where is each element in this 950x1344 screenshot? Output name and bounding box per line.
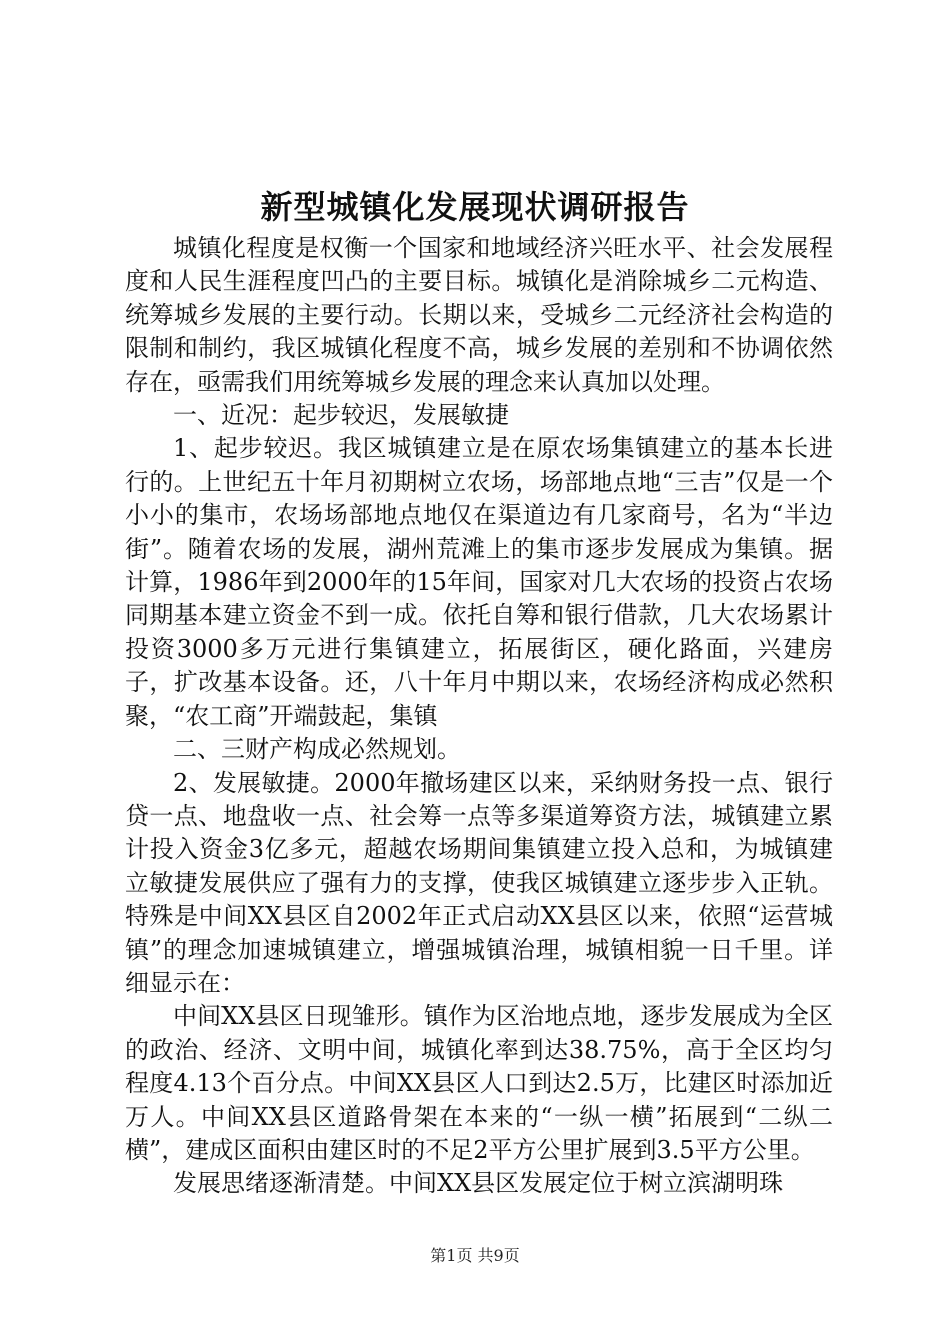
section-heading-2: 二、三财产构成必然规划。 [173, 735, 461, 764]
page-number-footer: 第1页 共9页 [430, 1246, 520, 1265]
section-heading-1: 一、近况：起步较迟，发展敏捷 [173, 401, 509, 430]
paragraph-rapid-development: 2、发展敏捷。2000年撤场建区以来，采纳财务投一点、银行贷一点、地盘收一点、社会筹一点等多渠道筹资方法，城镇建立累计投入资金3亿多元，超越农场期间集镇建立投入总和，为城镇建立敏捷发展供应了强有力的支撑，使我区城镇建立逐步步入正轨。特殊是中间XX县区自2002年正式启动XX县区以来，依照“运营城镇”的理念加速城镇建立，增强城镇治理，城镇相貌一日千里。详细显示在： [125, 768, 833, 997]
paragraph-center-town: 中间XX县区日现雏形。镇作为区治地点地，逐步发展成为全区的政治、经济、文明中间，城镇化率到达38.75%，高于全区均匀程度4.13个百分点。中间XX县区人口到达2.5万，比建区时添加近万人。中间XX县区道路骨架在本来的“一纵一横”拓展到“二纵二横”，建成区面积由建区时的不足2平方公里扩展到3.5平方公里。 [125, 1002, 833, 1164]
document-title: 新型城镇化发展现状调研报告 [260, 188, 690, 226]
paragraph-development-ideas: 发展思绪逐渐清楚。中间XX县区发展定位于树立滨湖明珠 [173, 1169, 784, 1198]
paragraph-intro: 城镇化程度是权衡一个国家和地域经济兴旺水平、社会发展程度和人民生涯程度凹凸的主要目标。城镇化是消除城乡二元构造、统筹城乡发展的主要行动。长期以来，受城乡二元经济社会构造的限制和制约，我区城镇化程度不高，城乡发展的差别和不协调依然存在，亟需我们用统筹城乡发展的理念来认真加以处理。 [125, 234, 833, 396]
document-body [125, 232, 833, 1201]
paragraph-start-late: 1、起步较迟。我区城镇建立是在原农场集镇建立的基本长进行的。上世纪五十年月初期树立农场，场部地点地“三吉”仅是一个小小的集市，农场场部地点地仅在渠道边有几家商号，名为“半边街”。随着农场的发展，湖州荒滩上的集市逐步发展成为集镇。据计算，1986年到2000年的15年间，国家对几大农场的投资占农场同期基本建立资金不到一成。依托自筹和银行借款，几大农场累计投资3000多万元进行集镇建立，拓展街区，硬化路面，兴建房子，扩改基本设备。还，八十年月中期以来，农场经济构成必然积聚，“农工商”开端鼓起，集镇 [125, 434, 833, 730]
